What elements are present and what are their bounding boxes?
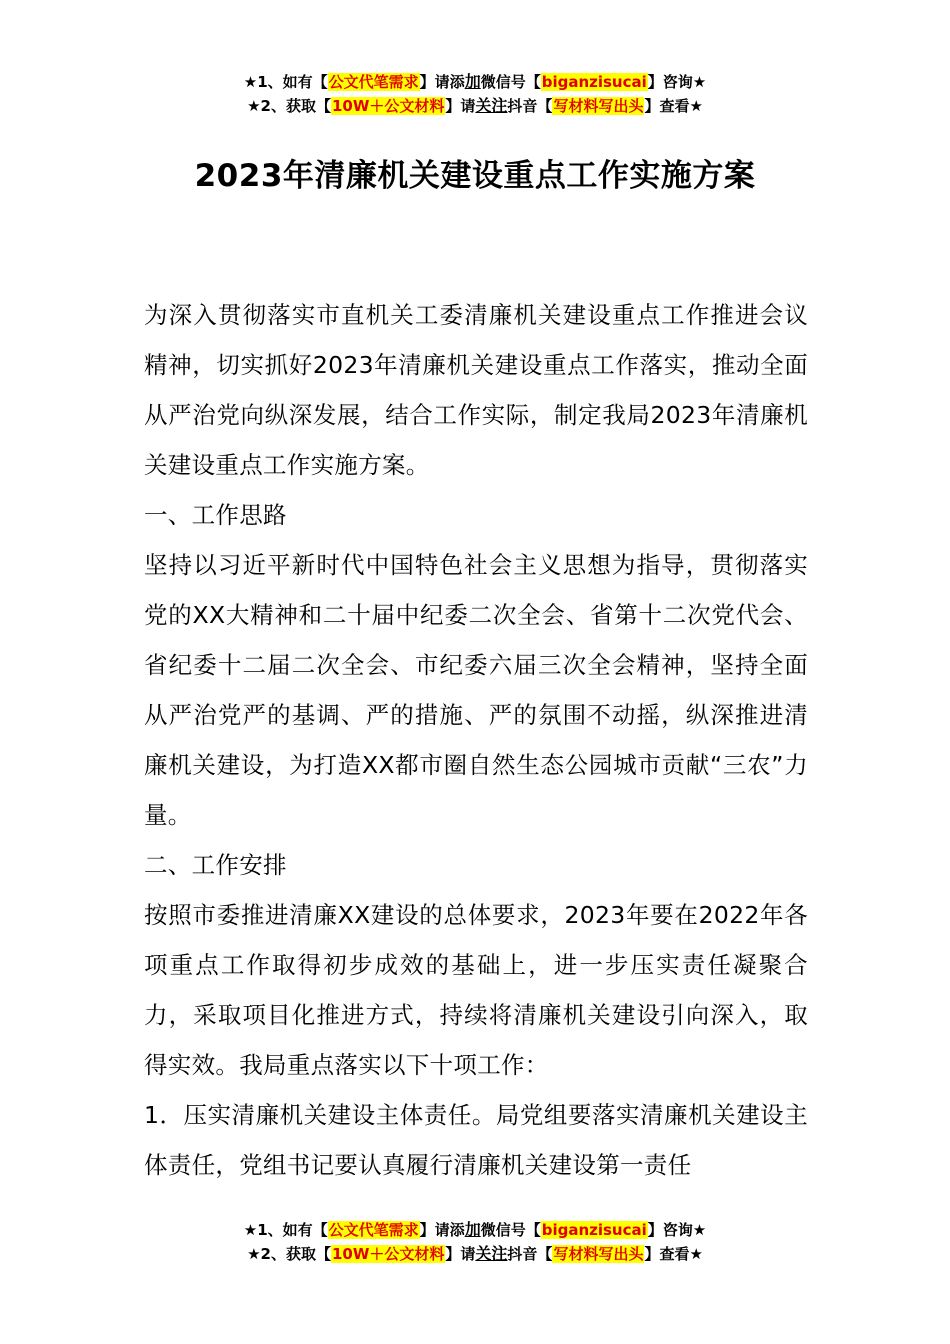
promo-line-2 xyxy=(0,1242,950,1266)
promo-line-1 xyxy=(0,1218,950,1242)
promo-text: 抖音【 xyxy=(507,97,553,115)
body-paragraph: 为深入贯彻落实市直机关工委清廉机关建设重点工作推进会议精神，切实抓好2023年清廉机关建设重点工作落实，推动全面从严治党向纵深发展，结合工作实际，制定我局2023年清廉机关建设重点工作实施方案。 xyxy=(144,301,808,479)
promo-highlight: 公文代笔需求 xyxy=(328,1221,419,1239)
section-heading: 二、工作安排 xyxy=(144,851,287,879)
document-title: 2023年清廉机关建设重点工作实施方案 xyxy=(194,158,756,194)
top-promo-banner xyxy=(0,70,950,118)
promo-text: 】请添 xyxy=(419,1221,465,1239)
promo-highlight: 10W＋公文材料 xyxy=(331,97,445,115)
bottom-promo-banner xyxy=(0,1218,950,1266)
promo-text: 】咨询★ xyxy=(647,73,707,91)
promo-text: 】咨询★ xyxy=(647,1221,707,1239)
promo-text: 】请 xyxy=(445,97,476,115)
body-paragraph: 按照市委推进清廉XX建设的总体要求，2023年要在2022年各项重点工作取得初步成效的基础上，进一步压实责任凝聚合力，采取项目化推进方式，持续将清廉机关建设引向深入，取得实效。我局重点落实以下十项工作： xyxy=(144,901,808,1079)
promo-text: 抖音【 xyxy=(507,1245,553,1263)
body-paragraph: 坚持以习近平新时代中国特色社会主义思想为指导，贯彻落实党的XX大精神和二十届中纪委二次全会、省第十二次党代会、省纪委十二届二次全会、市纪委六届三次全会精神，坚持全面从严治党严的基调、严的措施、严的氛围不动摇，纵深推进清廉机关建设，为打造XX都市圈自然生态公园城市贡献“三农”力量。 xyxy=(144,551,808,829)
promo-underlined-text: 加 xyxy=(464,72,481,91)
promo-underlined-text: 加 xyxy=(464,1220,481,1239)
promo-text: ★1、如有【 xyxy=(243,1221,328,1239)
promo-highlight: 公文代笔需求 xyxy=(328,73,419,91)
document-body xyxy=(144,290,808,1190)
promo-text: 】请添 xyxy=(419,73,465,91)
promo-line-2 xyxy=(0,94,950,118)
promo-underlined-text: 关注 xyxy=(475,1244,508,1263)
promo-text: ★2、获取【 xyxy=(247,1245,331,1263)
promo-highlight: 10W＋公文材料 xyxy=(331,1245,445,1263)
promo-douyin-id: 写材料写出头 xyxy=(553,1245,644,1263)
promo-wechat-id: biganzisucai xyxy=(541,73,647,91)
promo-text: 微信号【 xyxy=(480,73,541,91)
promo-text: ★1、如有【 xyxy=(243,73,328,91)
promo-text: 】查看★ xyxy=(644,97,703,115)
section-heading: 一、工作思路 xyxy=(144,501,287,529)
promo-wechat-id: biganzisucai xyxy=(541,1221,647,1239)
promo-text: 】请 xyxy=(445,1245,476,1263)
promo-douyin-id: 写材料写出头 xyxy=(553,97,644,115)
promo-underlined-text: 关注 xyxy=(475,96,508,115)
promo-line-1 xyxy=(0,70,950,94)
promo-text: ★2、获取【 xyxy=(247,97,331,115)
body-paragraph: 1．压实清廉机关建设主体责任。局党组要落实清廉机关建设主体责任，党组书记要认真履行清廉机关建设第一责任 xyxy=(144,1101,808,1179)
promo-text: 】查看★ xyxy=(644,1245,703,1263)
promo-text: 微信号【 xyxy=(480,1221,541,1239)
